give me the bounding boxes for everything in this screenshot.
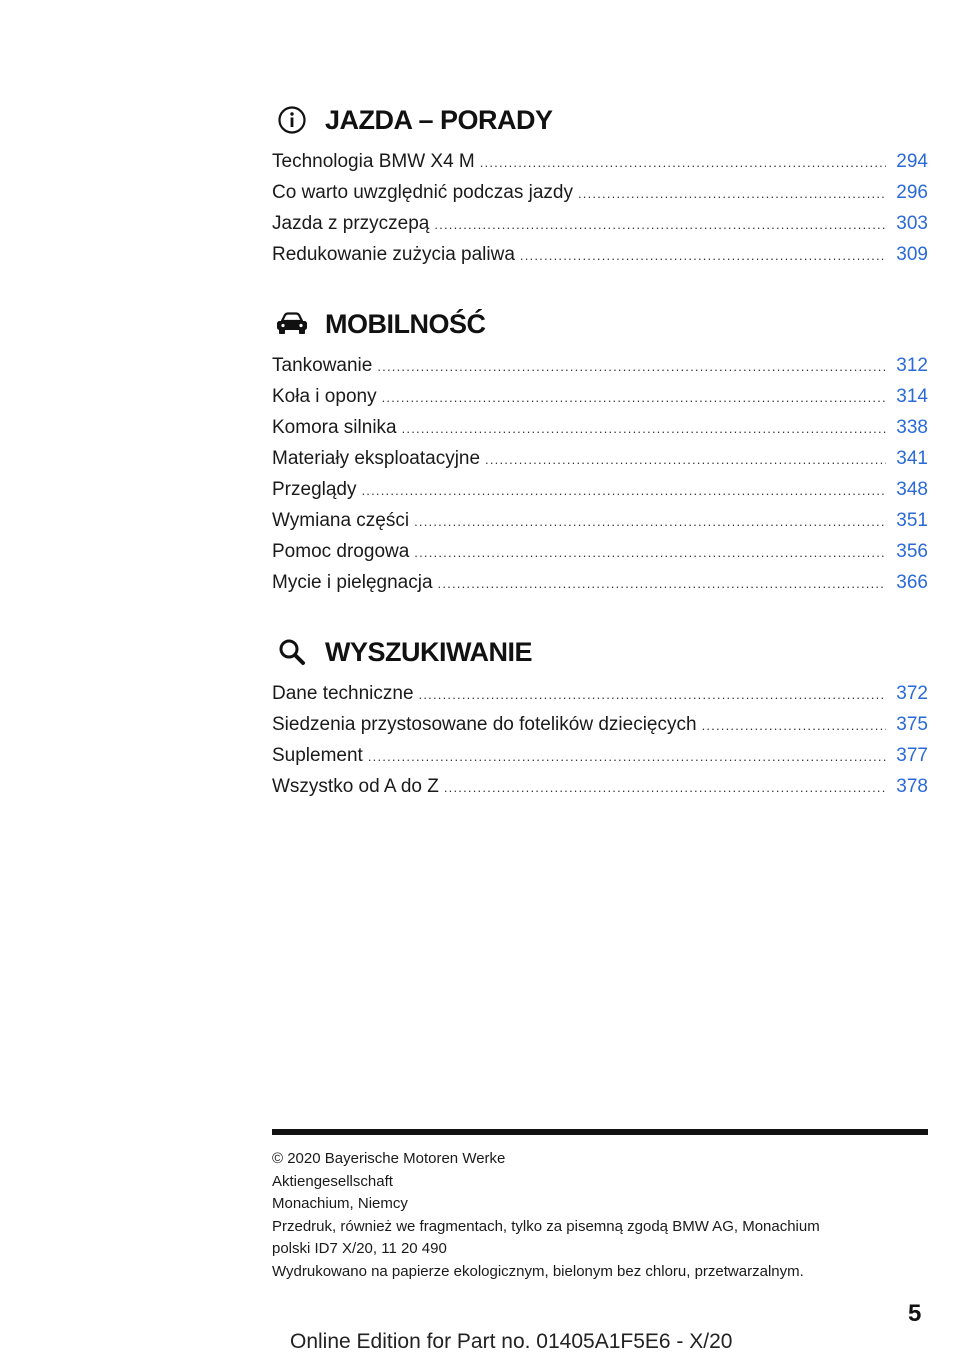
dot-leader bbox=[438, 568, 886, 599]
dot-leader bbox=[520, 240, 886, 271]
section-header bbox=[272, 632, 928, 672]
toc-entry[interactable] bbox=[272, 177, 928, 208]
imprint-line: Wydrukowano na papierze ekologicznym, bielonym bez chloru, przetwarzalnym. bbox=[272, 1262, 804, 1280]
toc-entry-label[interactable]: Przeglądy bbox=[272, 479, 357, 500]
dot-leader bbox=[444, 772, 886, 803]
section-title: WYSZUKIWANIE bbox=[325, 636, 532, 667]
toc-page-link[interactable]: 377 bbox=[896, 745, 928, 766]
toc-entry[interactable] bbox=[272, 678, 928, 709]
toc-entry[interactable] bbox=[272, 505, 928, 536]
toc-entry-label[interactable]: Tankowanie bbox=[272, 355, 373, 376]
toc-entry[interactable] bbox=[272, 443, 928, 474]
toc-entry-label[interactable]: Suplement bbox=[272, 745, 363, 766]
toc-page-link[interactable]: 296 bbox=[896, 182, 928, 203]
dot-leader bbox=[480, 147, 886, 178]
toc-entry[interactable] bbox=[272, 771, 928, 802]
toc-entry-label[interactable]: Koła i opony bbox=[272, 386, 377, 407]
dot-leader bbox=[362, 475, 887, 506]
search-icon bbox=[275, 635, 309, 669]
footer-divider bbox=[272, 1129, 928, 1135]
section-mobility bbox=[272, 304, 928, 598]
dot-leader bbox=[434, 209, 886, 240]
toc-entry-label[interactable]: Jazda z przyczepą bbox=[272, 213, 430, 234]
imprint-line: Przedruk, również we fragmentach, tylko za pisemną zgodą BMW AG, Monachium bbox=[272, 1217, 820, 1235]
dot-leader bbox=[368, 741, 886, 772]
toc-page-link[interactable]: 341 bbox=[896, 448, 928, 469]
toc-entry[interactable] bbox=[272, 567, 928, 598]
toc-entry-label[interactable]: Redukowanie zużycia paliwa bbox=[272, 244, 515, 265]
toc-entry[interactable] bbox=[272, 474, 928, 505]
toc-page-link[interactable]: 314 bbox=[896, 386, 928, 407]
toc-page-link[interactable]: 294 bbox=[896, 151, 928, 172]
dot-leader bbox=[578, 178, 886, 209]
toc-page-link[interactable]: 309 bbox=[896, 244, 928, 265]
toc-page-link[interactable]: 372 bbox=[896, 683, 928, 704]
dot-leader bbox=[377, 351, 886, 382]
dot-leader bbox=[382, 382, 886, 413]
section-title: MOBILNOŚĆ bbox=[325, 308, 486, 339]
toc-entry[interactable] bbox=[272, 709, 928, 740]
dot-leader bbox=[702, 710, 886, 741]
toc-entry-label[interactable]: Wymiana części bbox=[272, 510, 410, 531]
dot-leader bbox=[419, 679, 886, 710]
section-header bbox=[272, 100, 928, 140]
dot-leader bbox=[414, 506, 886, 537]
toc-entry-label[interactable]: Technologia BMW X4 M bbox=[272, 151, 475, 172]
info-circle-icon bbox=[275, 103, 309, 137]
toc-page-link[interactable]: 366 bbox=[896, 572, 928, 593]
toc-page-link[interactable]: 351 bbox=[896, 510, 928, 531]
imprint-block bbox=[272, 1148, 928, 1283]
section-driving-tips bbox=[272, 100, 928, 270]
imprint-line: © 2020 Bayerische Motoren Werke bbox=[272, 1150, 506, 1167]
toc-page-link[interactable]: 375 bbox=[896, 714, 928, 735]
section-header bbox=[272, 304, 928, 344]
toc-entry[interactable] bbox=[272, 146, 928, 177]
toc-entry[interactable] bbox=[272, 412, 928, 443]
toc-entry[interactable] bbox=[272, 350, 928, 381]
toc-entry-label[interactable]: Pomoc drogowa bbox=[272, 541, 410, 562]
toc-page-link[interactable]: 348 bbox=[896, 479, 928, 500]
toc-entry[interactable] bbox=[272, 536, 928, 567]
toc-page-link[interactable]: 338 bbox=[896, 417, 928, 438]
edition-footer-text: Online Edition for Part no. 01405A1F5E6 - X/20 bbox=[290, 1330, 733, 1353]
toc-page-link[interactable]: 356 bbox=[896, 541, 928, 562]
section-title: JAZDA – PORADY bbox=[325, 104, 553, 135]
page-number: 5 bbox=[908, 1300, 922, 1327]
toc-entry[interactable] bbox=[272, 208, 928, 239]
toc-entry-label[interactable]: Materiały eksploatacyjne bbox=[272, 448, 481, 469]
toc-entry-label[interactable]: Dane techniczne bbox=[272, 683, 414, 704]
toc-entry-label[interactable]: Co warto uwzględnić podczas jazdy bbox=[272, 182, 573, 203]
dot-leader bbox=[402, 413, 886, 444]
dot-leader bbox=[414, 537, 886, 568]
toc-entry[interactable] bbox=[272, 740, 928, 771]
toc-entry-label[interactable]: Siedzenia przystosowane do fotelików dziecięcych bbox=[272, 714, 697, 735]
toc-entry[interactable] bbox=[272, 239, 928, 270]
dot-leader bbox=[485, 444, 886, 475]
imprint-line: polski ID7 X/20, 11 20 490 bbox=[272, 1240, 447, 1257]
section-search bbox=[272, 632, 928, 802]
toc-entry-label[interactable]: Mycie i pielęgnacja bbox=[272, 572, 433, 593]
toc-entry-label[interactable]: Komora silnika bbox=[272, 417, 397, 438]
imprint-line: Monachium, Niemcy bbox=[272, 1195, 408, 1212]
toc-page-link[interactable]: 378 bbox=[896, 776, 928, 797]
toc-entry[interactable] bbox=[272, 381, 928, 412]
table-of-contents bbox=[272, 100, 928, 836]
toc-page-link[interactable]: 312 bbox=[896, 355, 928, 376]
imprint-line: Aktiengesellschaft bbox=[272, 1172, 393, 1190]
toc-entry-label[interactable]: Wszystko od A do Z bbox=[272, 776, 439, 797]
toc-page-link[interactable]: 303 bbox=[896, 213, 928, 234]
car-icon bbox=[275, 307, 309, 341]
